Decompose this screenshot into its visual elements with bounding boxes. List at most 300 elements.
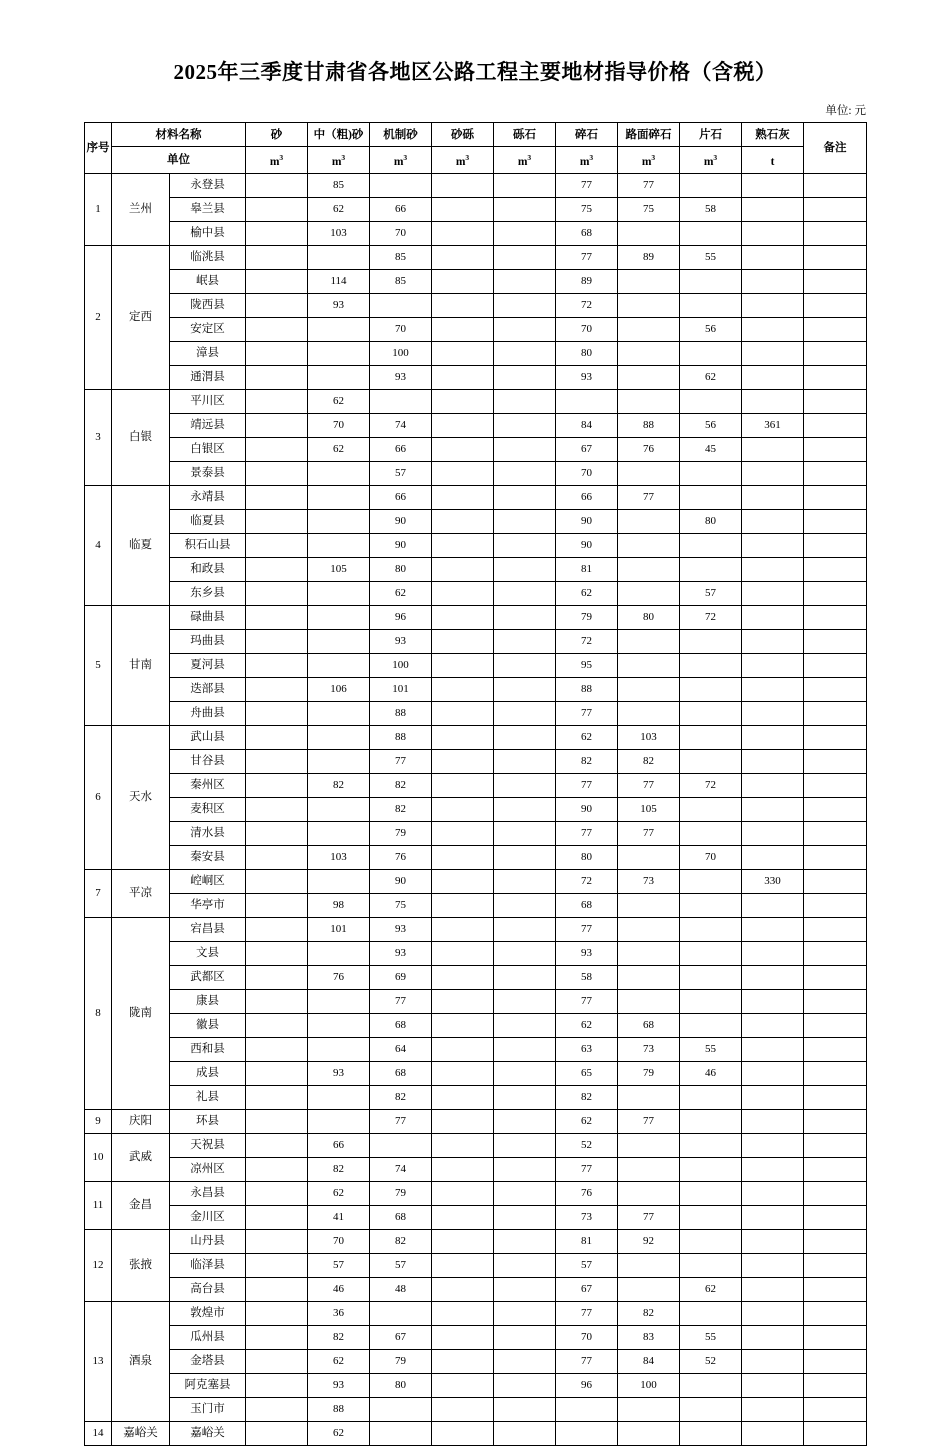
price-cell: 55 xyxy=(680,1037,742,1061)
price-cell xyxy=(308,533,370,557)
price-cell: 77 xyxy=(556,989,618,1013)
remark-cell xyxy=(804,1325,867,1349)
price-cell xyxy=(246,989,308,1013)
remark-cell xyxy=(804,317,867,341)
county-name: 永靖县 xyxy=(170,485,246,509)
table-row xyxy=(85,989,867,1013)
price-cell xyxy=(246,1421,308,1445)
price-cell xyxy=(308,701,370,725)
table-row xyxy=(85,1133,867,1157)
price-cell xyxy=(308,797,370,821)
price-cell xyxy=(432,1157,494,1181)
price-cell xyxy=(494,1133,556,1157)
price-cell xyxy=(246,269,308,293)
county-name: 玛曲县 xyxy=(170,629,246,653)
header-material-0: 砂 xyxy=(246,123,308,147)
price-cell: 62 xyxy=(556,581,618,605)
header-material-5: 碎石 xyxy=(556,123,618,147)
price-cell xyxy=(742,725,804,749)
price-cell xyxy=(246,1181,308,1205)
price-cell xyxy=(432,1349,494,1373)
price-cell: 85 xyxy=(370,245,432,269)
price-cell: 77 xyxy=(556,173,618,197)
region-city: 白银 xyxy=(112,389,170,485)
price-cell xyxy=(494,605,556,629)
price-cell: 89 xyxy=(556,269,618,293)
remark-cell xyxy=(804,1349,867,1373)
price-cell xyxy=(432,845,494,869)
price-cell xyxy=(742,1013,804,1037)
price-cell: 92 xyxy=(618,1229,680,1253)
price-cell: 84 xyxy=(618,1349,680,1373)
remark-cell xyxy=(804,845,867,869)
region-city: 张掖 xyxy=(112,1229,170,1301)
remark-cell xyxy=(804,821,867,845)
price-cell xyxy=(618,317,680,341)
price-cell xyxy=(742,1349,804,1373)
price-cell xyxy=(618,581,680,605)
price-cell xyxy=(680,1229,742,1253)
price-cell: 105 xyxy=(618,797,680,821)
price-cell xyxy=(680,1397,742,1421)
price-cell: 84 xyxy=(556,413,618,437)
county-name: 山丹县 xyxy=(170,1229,246,1253)
region-city: 庆阳 xyxy=(112,1109,170,1133)
price-cell xyxy=(618,1253,680,1277)
table-row xyxy=(85,293,867,317)
header-row-units xyxy=(85,147,867,174)
price-cell: 90 xyxy=(370,869,432,893)
price-cell xyxy=(618,1421,680,1445)
price-cell xyxy=(742,917,804,941)
price-cell: 83 xyxy=(618,1325,680,1349)
region-index: 5 xyxy=(85,605,112,725)
price-cell: 85 xyxy=(370,269,432,293)
price-cell xyxy=(618,941,680,965)
price-cell: 88 xyxy=(370,725,432,749)
price-cell: 45 xyxy=(680,437,742,461)
price-cell xyxy=(742,221,804,245)
price-cell: 57 xyxy=(370,461,432,485)
price-cell xyxy=(370,1421,432,1445)
remark-cell xyxy=(804,1205,867,1229)
region-index: 2 xyxy=(85,245,112,389)
county-name: 礼县 xyxy=(170,1085,246,1109)
price-cell xyxy=(680,1301,742,1325)
price-cell xyxy=(680,221,742,245)
price-cell xyxy=(432,1013,494,1037)
remark-cell xyxy=(804,1013,867,1037)
table-row xyxy=(85,437,867,461)
price-cell xyxy=(246,413,308,437)
price-cell xyxy=(308,869,370,893)
table-row xyxy=(85,1373,867,1397)
price-cell: 93 xyxy=(556,941,618,965)
price-cell xyxy=(432,533,494,557)
price-cell xyxy=(432,221,494,245)
region-city: 天水 xyxy=(112,725,170,869)
price-cell: 77 xyxy=(556,1349,618,1373)
price-cell: 68 xyxy=(370,1205,432,1229)
price-cell xyxy=(246,629,308,653)
price-cell: 90 xyxy=(370,509,432,533)
price-cell: 79 xyxy=(618,1061,680,1085)
price-cell xyxy=(680,725,742,749)
price-cell xyxy=(742,269,804,293)
price-cell xyxy=(308,821,370,845)
table-row xyxy=(85,725,867,749)
price-cell xyxy=(308,653,370,677)
price-cell xyxy=(494,1421,556,1445)
price-cell xyxy=(494,653,556,677)
remark-cell xyxy=(804,893,867,917)
page-title: 2025年三季度甘肃省各地区公路工程主要地材指导价格（含税） xyxy=(173,60,777,84)
region-city: 定西 xyxy=(112,245,170,389)
county-name: 敦煌市 xyxy=(170,1301,246,1325)
price-cell: 68 xyxy=(370,1013,432,1037)
price-cell: 73 xyxy=(618,1037,680,1061)
price-cell xyxy=(432,941,494,965)
price-cell xyxy=(308,941,370,965)
price-cell xyxy=(432,1301,494,1325)
price-cell: 76 xyxy=(618,437,680,461)
county-name: 榆中县 xyxy=(170,221,246,245)
price-cell xyxy=(494,1229,556,1253)
county-name: 漳县 xyxy=(170,341,246,365)
county-name: 平川区 xyxy=(170,389,246,413)
county-name: 华亭市 xyxy=(170,893,246,917)
price-cell xyxy=(246,1133,308,1157)
remark-cell xyxy=(804,581,867,605)
price-cell xyxy=(618,893,680,917)
price-cell xyxy=(432,1037,494,1061)
price-cell xyxy=(246,317,308,341)
region-index: 12 xyxy=(85,1229,112,1301)
price-cell xyxy=(432,797,494,821)
price-cell xyxy=(494,821,556,845)
price-cell: 70 xyxy=(556,1325,618,1349)
price-cell: 77 xyxy=(370,989,432,1013)
price-cell: 70 xyxy=(680,845,742,869)
header-material-7: 片石 xyxy=(680,123,742,147)
county-name: 金塔县 xyxy=(170,1349,246,1373)
table-row xyxy=(85,1205,867,1229)
price-cell xyxy=(680,917,742,941)
price-cell: 88 xyxy=(370,701,432,725)
price-cell: 79 xyxy=(370,1349,432,1373)
price-cell xyxy=(246,557,308,581)
price-cell: 73 xyxy=(618,869,680,893)
header-unit-7: $m^3$ xyxy=(680,147,742,174)
table-row xyxy=(85,1229,867,1253)
material-price-table xyxy=(84,122,867,1446)
table-row xyxy=(85,845,867,869)
price-cell xyxy=(742,821,804,845)
price-cell: 55 xyxy=(680,1325,742,1349)
price-cell xyxy=(494,1181,556,1205)
price-cell xyxy=(494,509,556,533)
price-cell: 64 xyxy=(370,1037,432,1061)
price-cell xyxy=(432,341,494,365)
price-cell: 76 xyxy=(308,965,370,989)
price-cell xyxy=(308,317,370,341)
price-cell xyxy=(246,845,308,869)
price-cell xyxy=(246,173,308,197)
price-cell xyxy=(742,941,804,965)
price-cell: 77 xyxy=(556,701,618,725)
table-body xyxy=(85,173,867,1445)
remark-cell xyxy=(804,221,867,245)
price-cell xyxy=(742,701,804,725)
price-cell xyxy=(742,557,804,581)
price-cell: 101 xyxy=(308,917,370,941)
price-cell xyxy=(246,437,308,461)
table-row xyxy=(85,365,867,389)
price-cell: 77 xyxy=(618,773,680,797)
price-cell xyxy=(494,677,556,701)
price-cell: 80 xyxy=(680,509,742,533)
price-cell xyxy=(618,989,680,1013)
price-cell xyxy=(432,173,494,197)
price-cell xyxy=(494,245,556,269)
price-cell: 72 xyxy=(680,605,742,629)
price-cell xyxy=(742,1085,804,1109)
region-index: 6 xyxy=(85,725,112,869)
price-cell xyxy=(432,1253,494,1277)
price-cell xyxy=(618,1397,680,1421)
price-cell xyxy=(432,869,494,893)
price-cell: 62 xyxy=(370,581,432,605)
county-name: 瓜州县 xyxy=(170,1325,246,1349)
price-cell xyxy=(246,1229,308,1253)
remark-cell xyxy=(804,1397,867,1421)
price-cell: 88 xyxy=(556,677,618,701)
price-cell xyxy=(680,701,742,725)
price-cell xyxy=(742,509,804,533)
price-cell xyxy=(432,701,494,725)
region-city: 酒泉 xyxy=(112,1301,170,1421)
price-cell xyxy=(432,1373,494,1397)
price-cell xyxy=(494,1349,556,1373)
region-index: 10 xyxy=(85,1133,112,1181)
price-cell xyxy=(742,893,804,917)
price-cell: 77 xyxy=(618,821,680,845)
table-row xyxy=(85,893,867,917)
price-cell: 56 xyxy=(680,413,742,437)
table-row xyxy=(85,1181,867,1205)
price-cell: 77 xyxy=(370,1109,432,1133)
price-cell xyxy=(680,389,742,413)
county-name: 秦安县 xyxy=(170,845,246,869)
price-cell xyxy=(680,1157,742,1181)
price-cell xyxy=(494,869,556,893)
price-cell xyxy=(742,173,804,197)
price-cell: 82 xyxy=(556,749,618,773)
price-cell xyxy=(742,1037,804,1061)
remark-cell xyxy=(804,1109,867,1133)
remark-cell xyxy=(804,1229,867,1253)
price-cell: 93 xyxy=(308,293,370,317)
price-cell: 85 xyxy=(308,173,370,197)
price-cell xyxy=(308,1109,370,1133)
table-row xyxy=(85,197,867,221)
price-cell xyxy=(246,581,308,605)
price-cell xyxy=(680,293,742,317)
remark-cell xyxy=(804,1133,867,1157)
price-cell xyxy=(246,749,308,773)
price-cell: 62 xyxy=(308,1421,370,1445)
price-cell xyxy=(618,341,680,365)
table-row xyxy=(85,485,867,509)
county-name: 迭部县 xyxy=(170,677,246,701)
remark-cell xyxy=(804,1037,867,1061)
county-name: 通渭县 xyxy=(170,365,246,389)
table-row xyxy=(85,1037,867,1061)
price-cell xyxy=(246,1397,308,1421)
price-cell: 62 xyxy=(680,1277,742,1301)
price-cell xyxy=(432,317,494,341)
county-name: 武山县 xyxy=(170,725,246,749)
price-cell: 101 xyxy=(370,677,432,701)
price-cell: 68 xyxy=(556,221,618,245)
price-cell xyxy=(246,485,308,509)
remark-cell xyxy=(804,293,867,317)
price-cell xyxy=(246,533,308,557)
price-cell xyxy=(556,389,618,413)
price-cell: 66 xyxy=(370,437,432,461)
price-cell xyxy=(494,1037,556,1061)
price-cell: 55 xyxy=(680,245,742,269)
price-cell xyxy=(246,293,308,317)
price-cell: 67 xyxy=(370,1325,432,1349)
price-cell: 68 xyxy=(370,1061,432,1085)
region-index: 9 xyxy=(85,1109,112,1133)
price-cell: 75 xyxy=(370,893,432,917)
price-cell: 65 xyxy=(556,1061,618,1085)
remark-cell xyxy=(804,989,867,1013)
price-cell xyxy=(618,1133,680,1157)
table-row xyxy=(85,605,867,629)
price-cell xyxy=(308,605,370,629)
price-cell xyxy=(308,341,370,365)
region-city: 金昌 xyxy=(112,1181,170,1229)
price-cell: 100 xyxy=(370,341,432,365)
county-name: 永登县 xyxy=(170,173,246,197)
price-cell xyxy=(742,1109,804,1133)
county-name: 景泰县 xyxy=(170,461,246,485)
county-name: 嘉峪关 xyxy=(170,1421,246,1445)
price-cell xyxy=(494,1373,556,1397)
price-cell: 63 xyxy=(556,1037,618,1061)
price-cell xyxy=(432,1061,494,1085)
price-cell: 90 xyxy=(556,533,618,557)
price-cell: 88 xyxy=(618,413,680,437)
price-cell xyxy=(432,605,494,629)
remark-cell xyxy=(804,1085,867,1109)
price-cell: 105 xyxy=(308,557,370,581)
price-cell xyxy=(432,1397,494,1421)
price-cell xyxy=(494,1325,556,1349)
price-cell xyxy=(742,845,804,869)
price-cell: 77 xyxy=(556,245,618,269)
region-city: 嘉峪关 xyxy=(112,1421,170,1445)
price-cell: 36 xyxy=(308,1301,370,1325)
price-cell: 82 xyxy=(556,1085,618,1109)
price-cell: 62 xyxy=(556,1109,618,1133)
price-cell: 62 xyxy=(680,365,742,389)
price-cell xyxy=(246,389,308,413)
price-cell xyxy=(308,989,370,1013)
price-cell xyxy=(432,893,494,917)
county-name: 天祝县 xyxy=(170,1133,246,1157)
price-cell xyxy=(246,1037,308,1061)
table-row xyxy=(85,317,867,341)
price-cell xyxy=(742,605,804,629)
remark-cell xyxy=(804,365,867,389)
price-cell xyxy=(432,197,494,221)
price-cell: 93 xyxy=(308,1373,370,1397)
price-cell: 80 xyxy=(556,341,618,365)
header-material-1: 中（粗)砂 xyxy=(308,123,370,147)
price-cell xyxy=(308,1037,370,1061)
price-cell xyxy=(432,773,494,797)
county-name: 西和县 xyxy=(170,1037,246,1061)
price-cell xyxy=(246,197,308,221)
price-cell: 93 xyxy=(370,365,432,389)
price-cell: 82 xyxy=(370,797,432,821)
price-cell: 66 xyxy=(556,485,618,509)
region-index: 3 xyxy=(85,389,112,485)
table-row xyxy=(85,1253,867,1277)
price-cell: 80 xyxy=(370,557,432,581)
price-cell xyxy=(246,1085,308,1109)
price-cell xyxy=(432,1181,494,1205)
price-cell xyxy=(742,1133,804,1157)
remark-cell xyxy=(804,1373,867,1397)
price-cell xyxy=(742,773,804,797)
table-row xyxy=(85,341,867,365)
price-cell xyxy=(308,509,370,533)
price-cell xyxy=(680,1373,742,1397)
price-cell: 62 xyxy=(308,1181,370,1205)
price-cell xyxy=(680,869,742,893)
price-cell: 67 xyxy=(556,1277,618,1301)
price-cell: 77 xyxy=(556,917,618,941)
price-cell xyxy=(742,1253,804,1277)
remark-cell xyxy=(804,797,867,821)
price-cell xyxy=(246,1157,308,1181)
price-cell xyxy=(494,773,556,797)
price-cell: 62 xyxy=(556,1013,618,1037)
price-cell: 79 xyxy=(370,821,432,845)
price-cell: 58 xyxy=(680,197,742,221)
price-cell xyxy=(308,629,370,653)
price-cell: 70 xyxy=(370,221,432,245)
price-cell xyxy=(432,965,494,989)
table-row xyxy=(85,461,867,485)
price-cell: 74 xyxy=(370,1157,432,1181)
remark-cell xyxy=(804,1301,867,1325)
county-name: 靖远县 xyxy=(170,413,246,437)
price-cell xyxy=(494,365,556,389)
price-cell: 52 xyxy=(680,1349,742,1373)
price-table-container xyxy=(0,122,950,1446)
county-name: 碌曲县 xyxy=(170,605,246,629)
county-name: 甘谷县 xyxy=(170,749,246,773)
price-cell xyxy=(494,845,556,869)
header-unit-4: $m^3$ xyxy=(494,147,556,174)
county-name: 东乡县 xyxy=(170,581,246,605)
